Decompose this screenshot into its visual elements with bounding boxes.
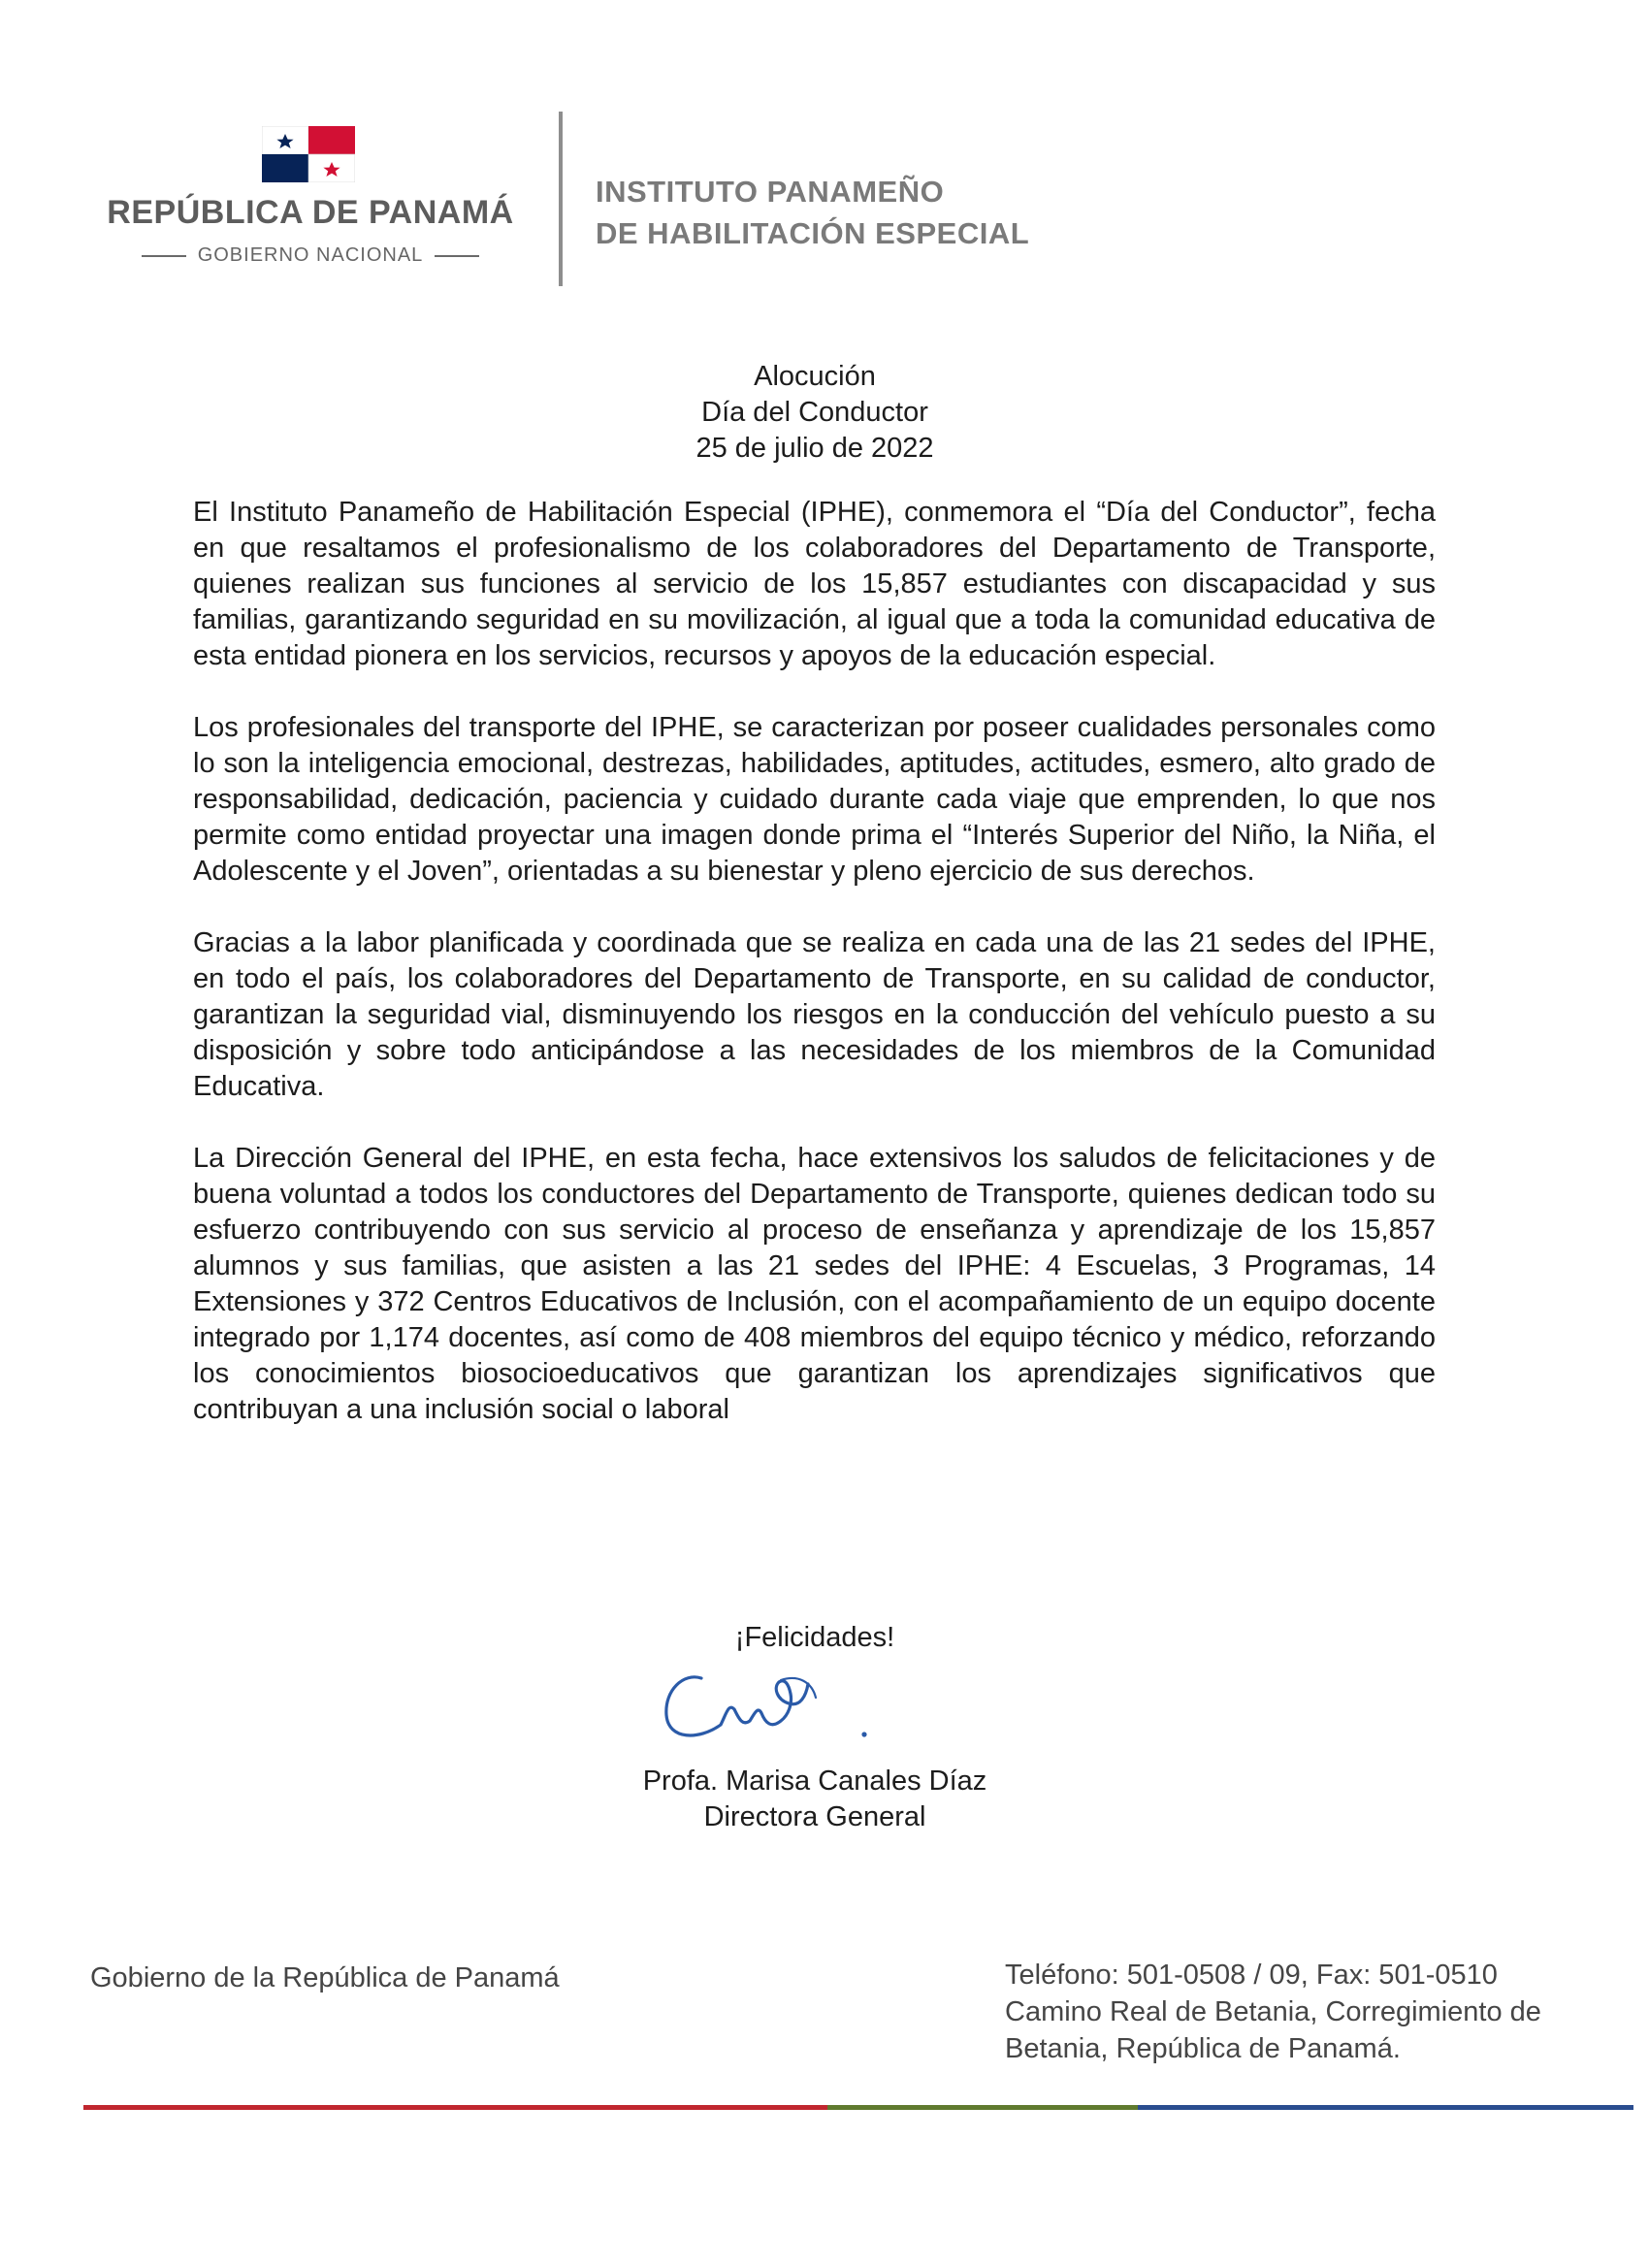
paragraph-3: Gracias a la labor planificada y coordinada que se realiza en cada una de las 21 sedes del IPHE, en todo el país, los colaboradores del Departamento de Transporte, en su calidad de conductor, garantizan la seguridad vial, disminuyendo los riesgos en la conducción del vehículo puesto a su disposición y sobre todo anticipándose a las necesidades de los miembros de la Comunidad Educativa. xyxy=(193,927,1436,1102)
footer-phone: Teléfono: 501-0508 / 09, Fax: 501-0510 xyxy=(1005,1960,1498,1991)
signer-name: Profa. Marisa Canales Díaz xyxy=(642,1766,987,1797)
footer-rule-green xyxy=(827,2105,1138,2110)
subtitle-rule-left xyxy=(142,255,186,257)
document-body xyxy=(193,495,1436,1464)
country-title: REPÚBLICA DE PANAMÁ xyxy=(107,194,514,231)
footer-government: Gobierno de la República de Panamá xyxy=(90,1962,560,1993)
footer-color-rule xyxy=(83,2105,1633,2110)
signer-title: Directora General xyxy=(703,1801,926,1832)
signer-block xyxy=(543,1764,1086,1835)
government-subtitle xyxy=(78,244,543,267)
paragraph-2: Los profesionales del transporte del IPHE, se caracterizan por poseer cualidades personales como lo son la inteligencia emocional, destrezas, habilidades, aptitudes, actitudes, esmero, alto grado de responsabilidad, dedicación, paciencia y cuidado durante cada viaje que emprenden, lo que nos permite como entidad proyectar una imagen donde prima el “Interés Superior del Niño, la Niña, el Adolescente y el Joven”, orientadas a su bienestar y pleno ejercicio de sus derechos. xyxy=(193,712,1436,887)
institution-line-1: INSTITUTO PANAMEÑO xyxy=(596,175,945,209)
footer-address-2: Betania, República de Panamá. xyxy=(1005,2033,1401,2064)
document-heading xyxy=(582,359,1048,467)
panama-flag-icon xyxy=(262,126,355,182)
paragraph-4: La Dirección General del IPHE, en esta fecha, hace extensivos los saludos de felicitaciones y de buena voluntad a todos los conductores del Departamento de Transporte, quienes dedican todo su esfuerzo contribuyendo con sus servicio al proceso de enseñanza y aprendizaje de los 15,857 alumnos y sus familias, que asisten a las 21 sedes del IPHE: 4 Escuelas, 3 Programas, 14 Extensiones y 372 Centros Educativos de Inclusión, con el acompañamiento de un equipo docente integrado por 1,174 docentes, así como de 408 miembros del equipo técnico y médico, reforzando los conocimientos biosocioeducativos que garantizan los aprendizajes significativos que contribuyan a una inclusión social o laboral xyxy=(193,1143,1436,1425)
heading-subtitle: Día del Conductor xyxy=(701,397,928,428)
footer-rule-blue xyxy=(1138,2105,1633,2110)
paragraph-1: El Instituto Panameño de Habilitación Especial (IPHE), conmemora el “Día del Conductor”, fecha en que resaltamos el profesionalismo de los colaboradores del Departamento de Transporte, quienes realizan sus funciones al servicio de los 15,857 estudiantes con discapacidad y sus familias, garantizando seguridad en su movilización, al igual que a toda la comunidad educativa de esta entidad pionera en los servicios, recursos y apoyos de la educación especial. xyxy=(193,497,1436,671)
closing-greeting: ¡Felicidades! xyxy=(734,1622,895,1653)
government-label: GOBIERNO NACIONAL xyxy=(197,244,424,266)
subtitle-rule-right xyxy=(435,255,479,257)
header-divider xyxy=(559,112,563,286)
footer-contact xyxy=(1005,1957,1626,2067)
heading-title: Alocución xyxy=(754,361,876,392)
institution-name xyxy=(596,171,1100,254)
heading-date: 25 de julio de 2022 xyxy=(695,433,934,464)
footer-rule-red xyxy=(83,2105,827,2110)
institution-line-2: DE HABILITACIÓN ESPECIAL xyxy=(596,216,1030,250)
handwritten-signature xyxy=(645,1639,888,1766)
footer-address-1: Camino Real de Betania, Corregimiento de xyxy=(1005,1996,1541,2027)
